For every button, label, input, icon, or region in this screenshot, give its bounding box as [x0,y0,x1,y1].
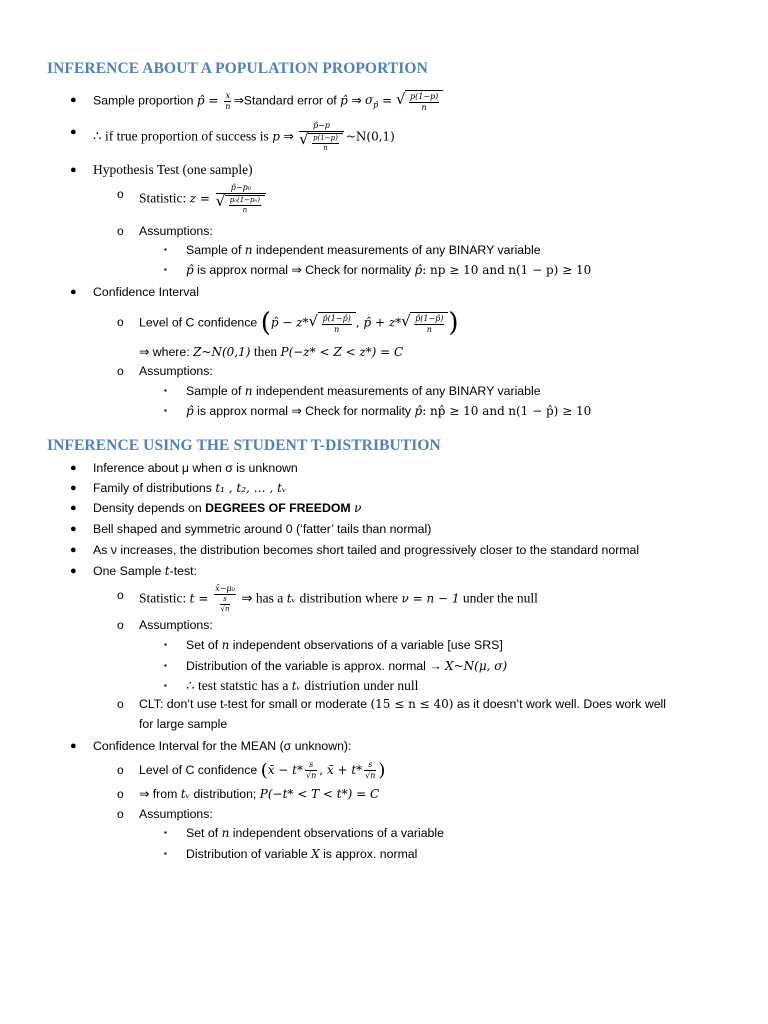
then-label: then [253,344,278,359]
assumptions-label: Assumptions: [139,807,213,821]
item-from-t-distribution [0,784,768,804]
bullet-text: One Sample [93,564,162,578]
square-marker: ▪ [164,406,167,415]
variable-n: n [244,384,253,398]
variable-n: n [244,243,253,257]
assumption-text: independent measurements of any BINARY variable [255,384,541,398]
normal-distribution-math: X~N(μ, σ) [445,659,508,673]
level-c-label: Level of C confidence [139,763,258,777]
standard-error-label: ⇒Standard error of [233,93,337,108]
bullet-ci-mean [0,736,768,756]
subitem-srs [0,635,768,655]
assumption-text: is approx normal ⇒ Check for normality [197,263,412,277]
item-where-z [0,342,768,362]
bullet-hypothesis-test [0,160,768,180]
square-marker: ▪ [164,386,167,395]
item-statistic-z: o Statistic: z = p̂−p₀ √ $\frac{\text{p₀(1−p₀)}}{n}$ [0,184,768,204]
bullet-text: Family of distributions [93,481,212,495]
assumption-text: independent measurements of any BINARY variable [255,243,541,257]
distribution-label: distribution; [193,787,257,801]
circle-marker: o [117,697,124,711]
variable-x: X [311,847,320,861]
square-marker: ▪ [164,849,167,858]
bullet-true-proportion: ● ∴ if true proportion of success is p ⇒ p̂−p √ $\frac{p(1-p)}{n}$ ~N(0,1) [0,122,768,142]
bullet-bell-shaped [0,519,768,539]
bullet-marker: ● [70,740,77,752]
square-marker: ▪ [164,681,167,690]
confidence-interval-title: Confidence Interval [93,285,199,299]
assumption-text: is approx normal ⇒ Check for normality [197,404,412,418]
hypothesis-test-text: Hypothesis Test (one sample) [93,162,253,177]
normality-condition: : np̂ ≥ 10 and [422,404,505,418]
normality-condition: n(1 − p̂) ≥ 10 [508,404,592,418]
assumption-text: Set of [186,826,219,840]
assumption-text: Distribution of the variable is approx. normal → [186,659,442,673]
square-marker: ▪ [164,640,167,649]
bullet-marker: ● [70,523,77,535]
assumption-text: independent observations of a variable [232,826,444,840]
item-clt-continued [0,714,768,734]
t-nu-symbol: tᵥ [291,679,301,693]
bullet-text: Density depends on [93,501,202,515]
assumption-text: Set of [186,638,219,652]
section-heading-proportion: INFERENCE ABOUT A POPULATION PROPORTION [47,60,428,77]
square-marker: ▪ [164,828,167,837]
bullet-marker: ● [70,126,77,138]
bullet-sample-proportion: ● Sample proportion p̂ = $\frac{x}{n}$ ⇒Standard error of p̂ ⇒ $\sigma_{p̂}$ = √ $\frac{p(1-p)}{n}$ [0,90,768,110]
bullet-text: -test: [169,564,197,578]
normality-condition: n(1 − p) ≥ 10 [508,263,592,277]
bullet-text: is unknown [236,461,298,475]
clt-range: (15 ≤ n ≤ 40) [370,697,454,711]
assumptions-label: Assumptions: [139,364,213,378]
item-clt [0,694,768,714]
circle-marker: o [117,787,124,801]
z-distribution: Z~N(0,1) [193,345,251,359]
item-assumptions-mean [0,804,768,824]
bullet-marker: ● [70,286,77,298]
normality-condition: : np ≥ 10 and [422,263,505,277]
subitem-test-statistic [0,676,768,696]
bullet-nu-increases [0,540,768,560]
bullet-text: Inference about [93,461,179,475]
subitem-binary-sample [0,240,768,260]
bullet-text: As ν increases, the distribution becomes short tailed and progressively closer to the standard normal [93,543,640,557]
distribution-where-text: distribution where [299,590,399,606]
bullet-one-sample-t-test [0,561,768,581]
bullet-family-distributions [0,478,768,498]
arrow-symbol: ⇒ [283,129,294,144]
subitem-normality-check-ci: ▪ p̂ is approx normal ⇒ Check for normality p̂: np̂ ≥ 10 and n(1 − p̂) ≥ 10 [0,401,768,421]
statistic-label: Statistic: [139,190,187,206]
bullet-inference-mu [0,458,768,478]
probability-expression: P(−z* < Z < z*) = C [280,345,404,359]
nu-symbol: ν [354,501,362,515]
ci-mean-title: Confidence Interval for the MEAN (σ unknown): [93,739,352,753]
t-family-math: t₁ , t₂, … , tᵥ [215,481,287,495]
subitem-independent-obs [0,823,768,843]
subitem-variable-x-normal [0,844,768,864]
bullet-marker: ● [70,482,77,494]
square-marker: ▪ [164,265,167,274]
circle-marker: o [117,588,124,602]
circle-marker: o [117,807,124,821]
subitem-approx-normal [0,656,768,676]
variable-n: n [221,826,230,840]
from-label: ⇒ from [139,787,178,801]
clt-text: as it doesn’t work well. Does work well [456,697,667,711]
square-marker: ▪ [164,245,167,254]
subitem-binary-sample-ci [0,381,768,401]
nu-equation: ν = n − 1 [401,591,460,606]
bullet-marker: ● [70,462,77,474]
where-label: ⇒ where: [139,345,190,359]
assumption-text: independent observations of a variable [use SRS] [232,638,503,652]
t-nu-symbol: tᵥ [286,591,297,606]
bullet-marker: ● [70,502,77,514]
item-assumptions [0,221,768,241]
section-heading-t-distribution: INFERENCE USING THE STUDENT T-DISTRIBUTION [47,437,441,454]
variable-n: n [221,638,230,652]
item-level-c-mean: o Level of C confidence (x̄ − t* $\frac{s}{√n}$ , x̄ + t* $\frac{s}{√n}$ ) [117,759,386,781]
sigma-symbol: σ [225,461,233,475]
bullet-marker: ● [70,164,77,176]
degrees-of-freedom-bold: DEGREES OF FREEDOM [205,501,351,515]
bullet-marker: ● [70,544,77,556]
arrow-symbol: ⇒ [351,93,362,108]
t-symbol: t [164,564,170,578]
assumption-text: Sample of [186,243,242,257]
assumption-text: is approx. normal [323,847,418,861]
assumption-text: distriution under null [304,678,419,693]
assumption-text: Distribution of variable [186,847,308,861]
assumptions-label: Assumptions: [139,224,213,238]
t-nu-symbol: tᵥ [180,787,191,801]
circle-marker: o [117,364,124,378]
sample-proportion-label: Sample proportion [93,93,194,108]
probability-expression: P(−t* < T < t*) = C [259,787,380,801]
circle-marker: o [117,187,124,201]
item-level-c-confidence: o Level of C confidence (p̂ − z* √ $\frac{p̂(1-p̂)}{n}$ , p̂ + z* √ $\frac{p̂(1-p̂)}{n}$ ) [0,312,768,332]
assumptions-label: Assumptions: [139,618,213,632]
level-c-label: Level of C confidence [139,315,258,330]
bullet-confidence-interval [0,282,768,302]
statistic-label: Statistic: [139,590,187,606]
bullet-marker: ● [70,94,77,106]
subitem-normality-check: ▪ p̂ is approx normal ⇒ Check for normality p̂: np ≥ 10 and n(1 − p) ≥ 10 [0,260,768,280]
circle-marker: o [117,315,124,329]
has-a-label: ⇒ has a [241,590,284,606]
circle-marker: o [117,618,124,632]
clt-text: CLT: don’t use t-test for small or moderate [139,697,368,711]
item-statistic-t: o Statistic: t = $\frac{\text{x̄−μ₀}}{\frac{s}{√n}}$ ⇒ has a tᵥ distribution where ν = n − 1 under the null [117,584,538,613]
clt-text: for large sample [139,717,228,731]
normal-distribution: ~N(0,1) [345,129,395,144]
true-proportion-text: ∴ if true proportion of success is [93,128,269,144]
square-marker: ▪ [164,661,167,670]
under-null-text: under the null [462,590,538,606]
circle-marker: o [117,224,124,238]
item-assumptions-ci [0,361,768,381]
item-assumptions-t [0,615,768,635]
circle-marker: o [117,763,124,777]
assumption-text: ∴ test statstic has a [186,678,289,693]
bullet-text: when [192,461,222,475]
assumption-text: Sample of [186,384,242,398]
mu-symbol: μ [181,461,189,475]
bullet-degrees-of-freedom [0,498,768,518]
bullet-text: Bell shaped and symmetric around 0 (‘fatter’ tails than normal) [93,522,432,536]
bullet-marker: ● [70,565,77,577]
